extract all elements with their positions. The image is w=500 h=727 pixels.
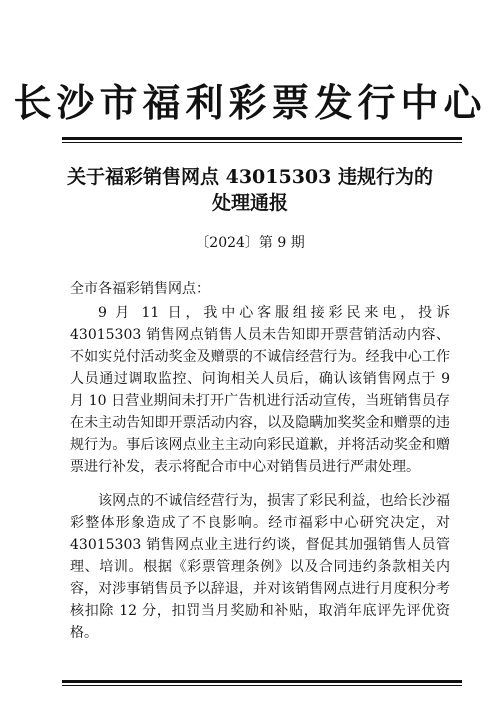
- header-rule-thick: [62, 137, 462, 140]
- paragraph-2: 该网点的不诚信经营行为，损害了彩民利益，也给长沙福彩整体形象造成了不良影响。经市福彩中心研究决定，对 43015303 销售网点业主进行约谈，督促其加强销售人员管理、培训。根据《彩票管理条例》以及合同违约条款相关内容，对涉事销售员予以辞退，并对该销售网点进行月度积分考核扣除 12 分，扣罚当月奖励和补贴，取消年底评先评优资格。: [70, 493, 450, 641]
- salutation: 全市各福彩销售网点：: [70, 281, 210, 297]
- footer-rule-thin: [62, 685, 462, 686]
- doc-title-line1: 关于福彩销售网点 43015303 违规行为的: [67, 166, 433, 188]
- doc-number: 〔2024〕第 9 期: [195, 235, 305, 251]
- org-header: 长沙市福利彩票发行中心: [13, 80, 487, 125]
- header-rule-thin: [62, 142, 462, 143]
- doc-title-line2: 处理通报: [211, 192, 288, 214]
- paragraph-1: 9 月 11 日，我中心客服组接彩民来电，投诉 43015303 销售网点销售人员未告知即开票营销活动内容、不如实兑付活动奖金及赠票的不诚信经营行为。经我中心工作人员通过调取监控、问询相关人员后，确认该销售网点于 9 月 10 日营业期间未打开广告机进行活动宣传，当班销售员存在未主动告知即开票活动内容，以及隐瞒加奖奖金和赠票的违规行为。事后该网点业主主动向彩民道歉，并将活动奖金和赠票进行补发，表示将配合市中心对销售员进行严肃处理。: [70, 305, 450, 475]
- footer-rule-thick: [62, 680, 462, 683]
